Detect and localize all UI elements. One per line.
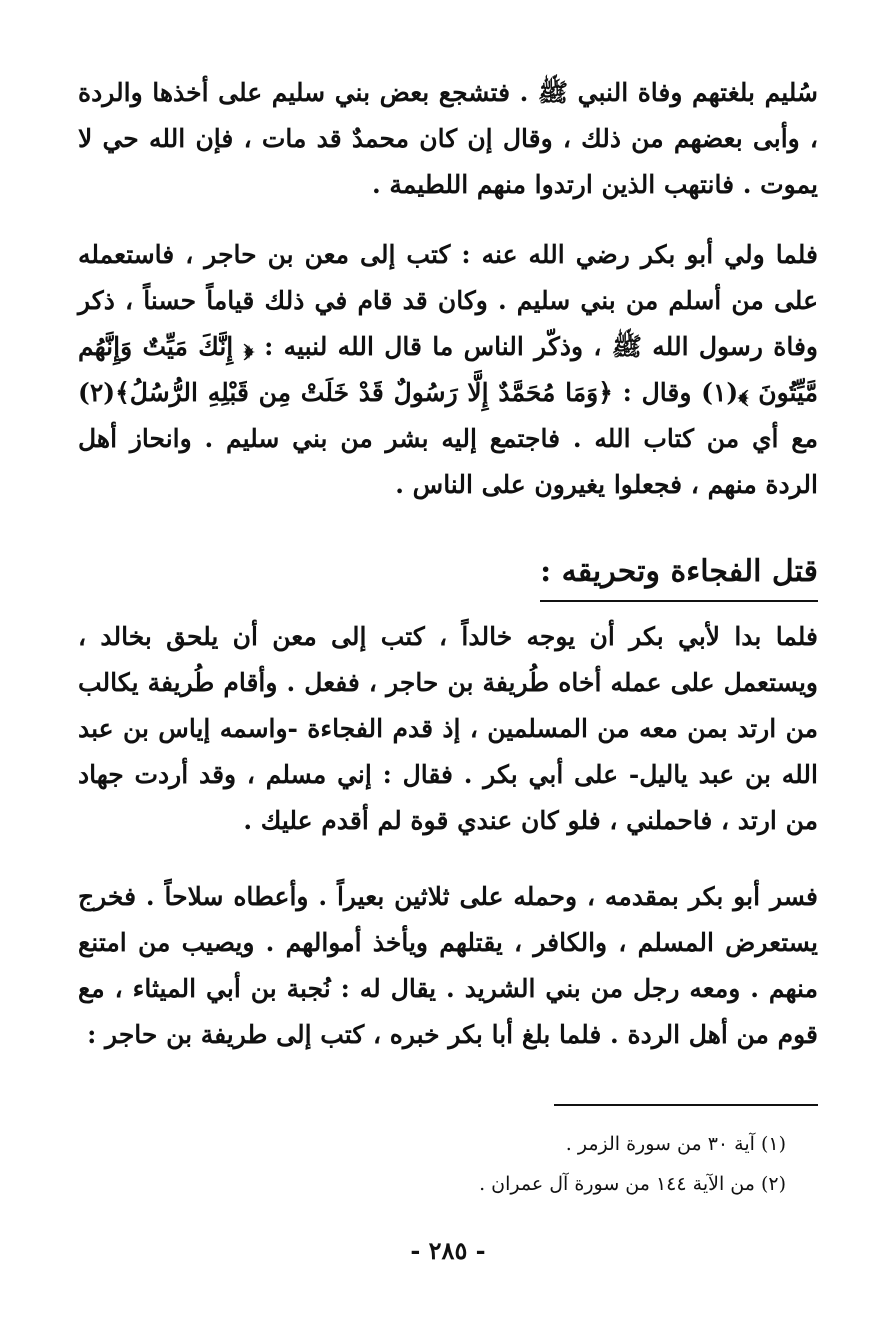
paragraph-text: فلما بدا لأبي بكر أن يوجه خالداً ، كتب إلى معن أن يلحق بخالد ، ويستعمل على عمله أخاه طُريفة بن حاجر ، ففعل . وأقام طُريفة يكالب من ارتد بمن معه من المسلمين ، إذ قدم الفجاءة -واسمه إياس بن عبد الله بن عبد ياليل- على أبي بكر . فقال : إني مسلم ، وقد أردت جهاد من ارتد ، فاحملني ، فلو كان عندي قوة لم أقدم عليك . bbox=[78, 622, 818, 835]
paragraph-text: فسر أبو بكر بمقدمه ، وحمله على ثلاثين بعيراً . وأعطاه سلاحاً . فخرج يستعرض المسلم ، والكافر ، يقتلهم ويأخذ أموالهم . ويصيب من امتنع منهم . ومعه رجل من بني الشريد . يقال له : نُجبة بن أبي الميثاء ، مع قوم من أهل الردة . فلما بلغ أبا بكر خبره ، كتب إلى طريفة بن حاجر : bbox=[78, 882, 818, 1049]
body-paragraph-4 bbox=[78, 874, 818, 1058]
footnote-2: (٢) من الآية ١٤٤ من سورة آل عمران . bbox=[479, 1173, 786, 1195]
footnote-divider bbox=[554, 1104, 818, 1106]
footnote-1: (١) آية ٣٠ من سورة الزمر . bbox=[565, 1133, 786, 1155]
section-heading: قتل الفجاءة وتحريقه : bbox=[540, 546, 818, 602]
body-paragraph-1 bbox=[78, 70, 818, 208]
body-paragraph-3 bbox=[78, 614, 818, 844]
paragraph-text: فلما ولي أبو بكر رضي الله عنه : كتب إلى معن بن حاجر ، فاستعمله على من أسلم من بني سليم . وكان قد قام في ذلك قياماً حسناً ، ذكر وفاة رسول الله ﷺ ، وذكّر الناس ما قال الله لنبيه : ﴿ إِنَّكَ مَيِّتٌ وَإِنَّهُم مَّيِّتُونَ ﴾(١) وقال : ﴿وَمَا مُحَمَّدٌ إِلَّا رَسُولٌ قَدْ خَلَتْ مِن قَبْلِهِ الرُّسُلُ﴾(٢) مع أي من كتاب الله . فاجتمع إليه بشر من بني سليم . وانحاز أهل الردة منهم ، فجعلوا يغيرون على الناس . bbox=[78, 240, 818, 499]
body-paragraph-2 bbox=[78, 232, 818, 508]
footnotes bbox=[479, 1124, 786, 1204]
paragraph-text: سُليم بلغتهم وفاة النبي ﷺ . فتشجع بعض بني سليم على أخذها والردة ، وأبى بعضهم من ذلك ، وقال إن كان محمدٌ قد مات ، فإن الله حي لا يموت . فانتهب الذين ارتدوا منهم اللطيمة . bbox=[78, 78, 818, 199]
page-number: - ٢٨٥ - bbox=[410, 1236, 486, 1265]
